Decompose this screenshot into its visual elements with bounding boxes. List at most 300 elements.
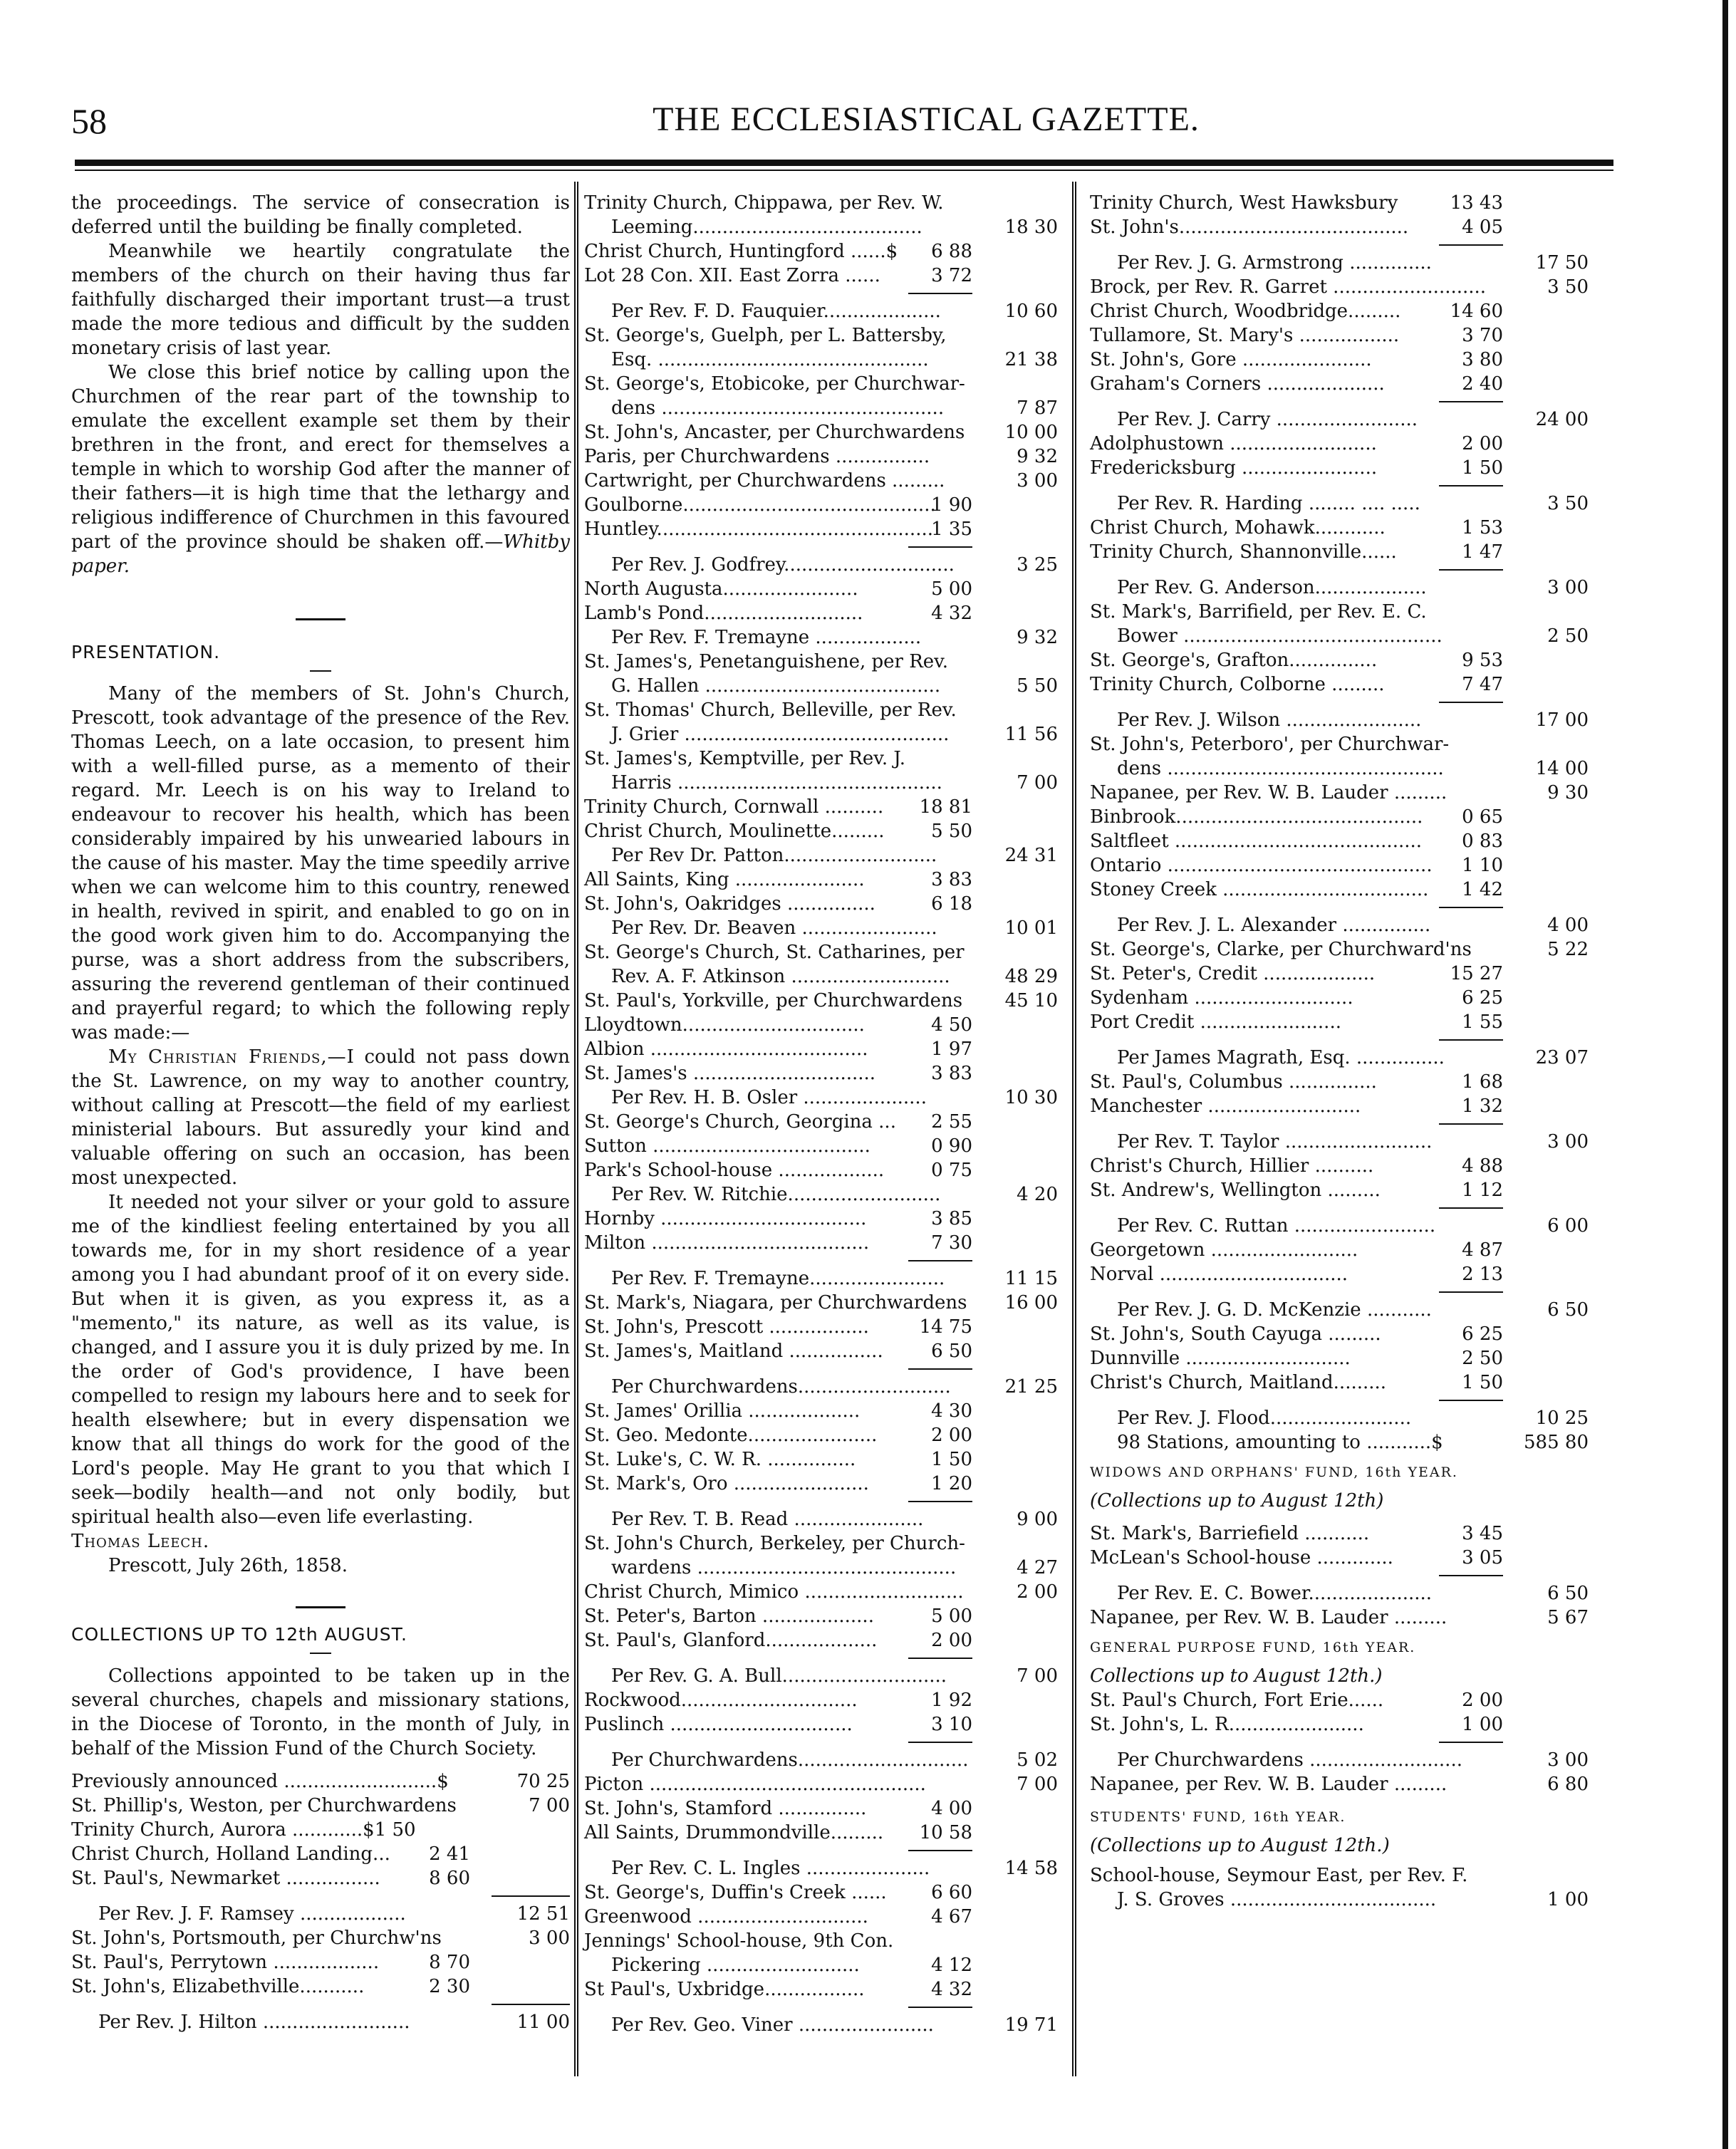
collection-label: All Saints, Drummondville.........: [584, 1822, 884, 1843]
collection-label: Park's School-house ..................: [584, 1160, 885, 1181]
collection-row: [71, 1866, 570, 1890]
subtotal-rule: [584, 541, 1058, 553]
collection-label: Per Rev. F. Tremayne.......................: [611, 1268, 945, 1289]
collection-row: [1090, 299, 1589, 323]
collection-label: McLean's School-house .............: [1090, 1547, 1393, 1568]
collection-label: St. Paul's, Newmarket ................: [71, 1868, 380, 1889]
collection-amount: 0 65: [1462, 806, 1503, 828]
collection-label: St. John's Church, Berkeley, per Church-: [584, 1533, 965, 1554]
collection-label: St. John's, Gore ......................: [1090, 349, 1372, 370]
header-rule-thick: [75, 160, 1613, 166]
collection-amount: 0 75: [931, 1160, 972, 1181]
collection-row: [1090, 407, 1589, 432]
collection-row: [584, 1037, 1058, 1061]
collection-total: 17 50: [1535, 252, 1589, 274]
collection-row: [71, 1794, 570, 1818]
collection-total: 10 30: [1004, 1087, 1058, 1108]
students-fund-subheading: (Collections up to August 12th.): [1090, 1835, 1390, 1856]
page-edge-bar: [1722, 0, 1728, 2149]
collection-amount: 1 00: [1462, 1714, 1503, 1735]
collection-row: [1090, 732, 1589, 756]
collection-total: 24 31: [1004, 845, 1058, 866]
collections-list: [584, 191, 1058, 2037]
collection-label: Greenwood .............................: [584, 1906, 868, 1927]
subtotal-line: [1439, 1291, 1503, 1293]
subtotal-rule: [1090, 1570, 1589, 1581]
collection-total: 18 30: [1004, 217, 1058, 238]
collection-row: [584, 420, 1058, 444]
collection-row: [1090, 1606, 1589, 1630]
collection-amount: 6 60: [931, 1882, 972, 1903]
collection-label: Napanee, per Rev. W. B. Lauder .........: [1090, 782, 1447, 803]
collection-row: [584, 843, 1058, 868]
collection-row: [1090, 913, 1589, 937]
collection-label: Graham's Corners ....................: [1090, 373, 1385, 395]
collection-row: [584, 1580, 1058, 1604]
collection-label: Bower ............................................: [1117, 625, 1443, 647]
collection-total: 4 00: [1547, 915, 1589, 936]
collection-label: Per James Magrath, Esq. ...............: [1117, 1047, 1445, 1068]
collection-amount: 1 55: [1462, 1011, 1503, 1033]
collection-row: [1090, 1238, 1589, 1262]
collection-amount: 3 72: [931, 265, 972, 286]
collection-label: Christ Church, Huntingford ......$: [584, 241, 898, 262]
subtotal-rule: [584, 2002, 1058, 2013]
collection-label: J. S. Groves ...................................: [1117, 1889, 1437, 1910]
subtotal-line: [1439, 1742, 1503, 1743]
collection-label: Port Credit ........................: [1090, 1011, 1341, 1033]
collection-row: [1090, 1748, 1589, 1772]
collection-amount: 3 70: [1462, 325, 1503, 346]
collection-label: St. John's, Peterboro', per Churchwar-: [1090, 734, 1450, 755]
collection-row: [1090, 708, 1589, 732]
collection-amount: 2 55: [931, 1111, 972, 1133]
collection-amount: 0 83: [1462, 831, 1503, 852]
collection-label: Rockwood..............................: [584, 1690, 858, 1711]
collection-row: [584, 215, 1058, 239]
collection-amount: 2 00: [1462, 433, 1503, 454]
collection-amount: 2 00: [1462, 1690, 1503, 1711]
collection-label: Per Rev. F. Tremayne ..................: [611, 627, 922, 648]
collection-row: [71, 1926, 570, 1950]
collection-label: Christ's Church, Maitland.........: [1090, 1372, 1387, 1393]
collection-amount: 1 47: [1462, 541, 1503, 563]
collection-label: St. George's Church, Georgina ...: [584, 1111, 896, 1133]
collection-label: Per Rev. F. D. Fauquier....................: [611, 301, 941, 322]
collection-total: 3 00: [1547, 1131, 1589, 1152]
collection-label: Rev. A. F. Atkinson ...........................: [611, 966, 950, 987]
collection-label: Dunnville ............................: [1090, 1348, 1351, 1369]
collection-label: dens ................................................: [611, 397, 945, 419]
collection-total: 45 10: [1004, 990, 1058, 1011]
collection-label: Stoney Creek ...................................: [1090, 879, 1429, 900]
collection-amount: 6 25: [1462, 1323, 1503, 1345]
widows-fund-list: [1090, 1521, 1589, 1630]
collection-label: Trinity Church, Colborne .........: [1090, 674, 1385, 695]
collection-amount: 6 88: [931, 241, 972, 262]
subtotal-rule: [1090, 1034, 1589, 1046]
collection-label: Goulborne...........................................: [584, 494, 936, 516]
collection-row: [584, 1013, 1058, 1037]
collection-row: [71, 2010, 570, 2034]
collection-row: [1090, 1298, 1589, 1322]
subtotal-line: [1439, 1123, 1503, 1125]
collection-amount: 1 20: [931, 1473, 972, 1494]
collection-row: [584, 1772, 1058, 1796]
collection-label: Per Rev. Dr. Beaven .......................: [611, 917, 937, 939]
collection-total: 7 87: [1017, 397, 1058, 419]
subtotal-rule: [1090, 239, 1589, 251]
dateline: Prescott, July 26th, 1858.: [108, 1555, 348, 1576]
subtotal-line: [908, 293, 972, 294]
collection-row: [584, 553, 1058, 577]
collection-label: St. Luke's, C. W. R. ...............: [584, 1449, 856, 1470]
subtotal-rule: [1090, 1395, 1589, 1406]
collection-label: Per Rev Dr. Patton..........................: [611, 845, 937, 866]
collection-total: 9 30: [1547, 782, 1589, 803]
publication-title: THE ECCLESIASTICAL GAZETTE.: [653, 100, 1200, 138]
collection-label: St. John's, L. R.......................: [1090, 1714, 1364, 1735]
subtotal-line: [1439, 907, 1503, 908]
collection-amount: 1 10: [1462, 855, 1503, 876]
collection-row: [1090, 215, 1589, 239]
collection-label: St. Paul's, Columbus ...............: [1090, 1071, 1377, 1093]
collection-row: [1090, 986, 1589, 1010]
collection-label: St. Phillip's, Weston, per Churchwardens: [71, 1795, 457, 1816]
collection-total: 4 27: [1017, 1557, 1058, 1578]
collection-row: [71, 1842, 570, 1866]
collection-row: [584, 771, 1058, 795]
collection-label: Pickering ..........................: [611, 1955, 860, 1976]
collection-label: Christ's Church, Hillier ..........: [1090, 1155, 1374, 1177]
collection-row: [1090, 456, 1589, 480]
collection-row: [584, 795, 1058, 819]
collection-label: St. George's Church, St. Catharines, per: [584, 942, 965, 963]
collection-label: Picton ...............................................: [584, 1774, 926, 1795]
collection-total: 5 67: [1547, 1607, 1589, 1628]
collection-total: 70 25: [516, 1771, 570, 1792]
collection-total: 11 15: [1004, 1268, 1058, 1289]
collection-label: Per Rev. R. Harding ........ .... .....: [1117, 493, 1420, 514]
collection-row: [584, 396, 1058, 420]
collection-amount: 2 00: [931, 1630, 972, 1651]
collection-total: 7 00: [529, 1795, 570, 1816]
collection-amount: 6 25: [1462, 987, 1503, 1009]
collection-total: 7 00: [1017, 772, 1058, 793]
collection-total: 3 50: [1547, 276, 1589, 298]
subtotal-rule: [1090, 1118, 1589, 1130]
collection-label: St. James's, Penetanguishene, per Rev.: [584, 651, 949, 672]
collection-row: [584, 517, 1058, 541]
collection-amount: 3 85: [931, 1208, 972, 1229]
collection-row: [584, 1507, 1058, 1531]
collection-label: Per Rev. J. Carry ........................: [1117, 409, 1418, 430]
subtotal-rule: [71, 1999, 570, 2010]
collection-amount: 18 81: [919, 796, 972, 818]
collection-total: 17 00: [1535, 709, 1589, 731]
collection-label: Per Rev. G. Anderson...................: [1117, 577, 1427, 598]
collection-row: [1090, 624, 1589, 648]
collection-amount: 2 00: [931, 1425, 972, 1446]
collection-label: St. Paul's, Perrytown ..................: [71, 1952, 380, 1973]
collection-row: [584, 1712, 1058, 1737]
collection-label: St. Paul's, Yorkville, per Churchwardens: [584, 990, 963, 1011]
collection-row: [584, 601, 1058, 625]
collection-row: [1090, 1154, 1589, 1178]
collection-row: [584, 892, 1058, 916]
page-number: 58: [71, 101, 107, 141]
page-header: [0, 0, 1736, 157]
collection-amount: 5 50: [931, 821, 972, 842]
collection-row: [1090, 1546, 1589, 1570]
collection-row: [584, 1953, 1058, 1977]
collection-label: Per Rev. C. L. Ingles .....................: [611, 1858, 930, 1879]
collection-total: 7 00: [1017, 1774, 1058, 1795]
collection-label: Sutton .....................................: [584, 1135, 870, 1157]
subtotal-line: [492, 1895, 570, 1897]
collection-label: Huntley...............................................: [584, 519, 933, 540]
collection-amount: 2 30: [429, 1976, 470, 1997]
collection-amount: 2 13: [1462, 1264, 1503, 1285]
collection-label: Per Rev. T. Taylor .........................: [1117, 1131, 1433, 1152]
collection-row: [584, 1748, 1058, 1772]
collection-label: School-house, Seymour East, per Rev. F.: [1090, 1865, 1468, 1886]
collection-total: 5 50: [1017, 675, 1058, 697]
collection-amount: 3 83: [931, 1063, 972, 1084]
column-left: [71, 191, 570, 2034]
collection-row: [584, 1110, 1058, 1134]
subtotal-rule: [1090, 480, 1589, 491]
collection-row: [584, 1086, 1058, 1110]
collection-total: 1 00: [1547, 1889, 1589, 1910]
subtotal-line: [908, 1501, 972, 1502]
collection-total: 10 25: [1535, 1407, 1589, 1429]
general-fund-list: [1090, 1688, 1589, 1796]
collection-amount: 1 92: [931, 1690, 972, 1711]
collection-amount: 4 87: [1462, 1239, 1503, 1261]
subtotal-line: [1439, 485, 1503, 486]
collection-total: 7 00: [1017, 1665, 1058, 1687]
intro-paragraph: the proceedings. The service of consecration is deferred until the building be finally completed.: [71, 192, 570, 238]
collection-row: [584, 1423, 1058, 1447]
collection-amount: 13 43: [1450, 192, 1503, 214]
subtotal-rule: [584, 288, 1058, 299]
collection-amount: 1 35: [931, 519, 972, 540]
collection-label: St. Geo. Medonte......................: [584, 1425, 878, 1446]
collection-row: [584, 989, 1058, 1013]
collection-label: Tullamore, St. Mary's .................: [1090, 325, 1400, 346]
collection-label: St. George's, Grafton...............: [1090, 650, 1378, 671]
collection-amount: 4 00: [931, 1798, 972, 1819]
collection-amount: 9 53: [1462, 650, 1503, 671]
collection-row: [584, 469, 1058, 493]
collection-label: Adolphustown .........................: [1090, 433, 1377, 454]
collection-amount: 4 32: [931, 1979, 972, 2000]
collection-label: Per Rev. J. G. D. McKenzie ...........: [1117, 1299, 1432, 1321]
collection-row: [1090, 829, 1589, 853]
column-divider-2: [1072, 182, 1076, 2076]
collection-label: Per Rev. C. Ruttan ........................: [1117, 1215, 1436, 1237]
collection-amount: 1 50: [1462, 457, 1503, 479]
collection-amount: 1 97: [931, 1039, 972, 1060]
collection-row: [584, 1604, 1058, 1628]
collection-label: St. Paul's, Glanford...................: [584, 1630, 878, 1651]
collection-label: Milton .....................................: [584, 1232, 870, 1254]
collection-label: Hornby ...................................: [584, 1208, 867, 1229]
collection-label: Per Rev. J. Wilson .......................: [1117, 709, 1422, 731]
collection-total: 11 00: [516, 2012, 570, 2033]
subtotal-line: [1439, 244, 1503, 246]
collection-row: [584, 493, 1058, 517]
collection-amount: 4 50: [931, 1014, 972, 1036]
collection-label: St. Andrew's, Wellington .........: [1090, 1180, 1381, 1201]
collection-row: [584, 1796, 1058, 1821]
collection-total: 3 25: [1017, 554, 1058, 576]
collection-label: St. John's, Elizabethville...........: [71, 1976, 365, 1997]
collection-label: St. Mark's, Barriefield ...........: [1090, 1523, 1370, 1544]
collection-label: St. John's, Prescott .................: [584, 1316, 869, 1338]
collection-amount: 4 67: [931, 1906, 972, 1927]
subtotal-line: [908, 546, 972, 548]
collection-label: wardens ............................................: [611, 1557, 957, 1578]
collection-row: [584, 625, 1058, 650]
collection-row: [1090, 756, 1589, 781]
collection-row: [584, 1531, 1058, 1556]
collection-row: [584, 1929, 1058, 1953]
collection-row: [584, 444, 1058, 469]
collection-row: [584, 722, 1058, 746]
collection-row: [1090, 1094, 1589, 1118]
collection-row: [1090, 1346, 1589, 1370]
subtotal-line: [1439, 702, 1503, 703]
collection-label: St. John's, Stamford ...............: [584, 1798, 867, 1819]
collection-row: [1090, 1688, 1589, 1712]
collection-row: [584, 577, 1058, 601]
collection-label: Trinity Church, West Hawksbury: [1090, 192, 1398, 214]
collection-label: Per Churchwardens..........................: [611, 1376, 951, 1398]
collection-label: Napanee, per Rev. W. B. Lauder .........: [1090, 1774, 1447, 1795]
collection-total: 12 51: [516, 1903, 570, 1925]
collection-label: Esq. ..............................................: [611, 349, 929, 370]
collection-amount: 8 70: [429, 1952, 470, 1973]
collection-total: 11 56: [1004, 724, 1058, 745]
general-fund-heading: GENERAL PURPOSE FUND, 16th YEAR.: [1090, 1640, 1416, 1655]
collection-total: 16 00: [1004, 1292, 1058, 1313]
collection-amount: 1 42: [1462, 879, 1503, 900]
collection-row: [1090, 1430, 1589, 1455]
collection-row: [584, 698, 1058, 722]
collection-row: [1090, 576, 1589, 600]
collection-total: 3 00: [1017, 470, 1058, 491]
collection-label: Per Rev. J. L. Alexander ...............: [1117, 915, 1431, 936]
collection-amount: 2 40: [1462, 373, 1503, 395]
collection-label: St. Mark's, Niagara, per Churchwardens: [584, 1292, 967, 1313]
collection-row: [1090, 323, 1589, 348]
collection-label: St. John's, South Cayuga .........: [1090, 1323, 1381, 1345]
collection-amount: 1 50: [931, 1449, 972, 1470]
collection-row: [1090, 962, 1589, 986]
collection-amount: 3 83: [931, 869, 972, 890]
subtotal-line: [1439, 1400, 1503, 1401]
collection-row: [584, 372, 1058, 396]
subtotal-line: [908, 1658, 972, 1659]
collection-row: [584, 819, 1058, 843]
subtotal-rule: [1090, 697, 1589, 708]
collection-row: [584, 1880, 1058, 1905]
collection-label: St. Paul's Church, Fort Erie......: [1090, 1690, 1384, 1711]
collection-row: [1090, 1772, 1589, 1796]
collection-amount: 1 90: [931, 494, 972, 516]
collection-label: Ontario .............................................: [1090, 855, 1433, 876]
collection-amount: 4 12: [931, 1955, 972, 1976]
collection-total: 6 50: [1547, 1583, 1589, 1604]
collection-label: Binbrook..........................................: [1090, 806, 1423, 828]
collection-row: [584, 1821, 1058, 1845]
collection-row: [71, 1818, 570, 1842]
collection-label: Georgetown .........................: [1090, 1239, 1358, 1261]
subtotal-rule: [584, 1653, 1058, 1664]
collection-total: 4 20: [1017, 1184, 1058, 1205]
collection-label: Jennings' School-house, 9th Con.: [584, 1930, 894, 1952]
collections-heading: COLLECTIONS UP TO 12th AUGUST.: [71, 1624, 407, 1645]
collection-label: Paris, per Churchwardens ................: [584, 446, 930, 467]
collection-total: 2 00: [1017, 1581, 1058, 1603]
intro-paragraph: Meanwhile we heartily congratulate the members of the church on their having thus far faithfully discharged their important trust—a trust made the more tedious and difficult by the sudden monetary crisis of last year.: [71, 241, 570, 359]
collection-row: [1090, 1888, 1589, 1912]
collection-row: [584, 1664, 1058, 1688]
collection-row: [584, 1856, 1058, 1880]
collection-total: 3 00: [1547, 577, 1589, 598]
general-fund-subheading: Collections up to August 12th.): [1090, 1665, 1383, 1687]
subtotal-line: [1439, 401, 1503, 402]
collection-amount: 2 41: [429, 1843, 470, 1865]
collection-total: 3 00: [529, 1927, 570, 1949]
collection-total: 48 29: [1004, 966, 1058, 987]
collection-label: Christ Church, Woodbridge.........: [1090, 301, 1401, 322]
subtotal-rule: [584, 1737, 1058, 1748]
heading-dash: [310, 1653, 331, 1654]
collection-label: Trinity Church, Cornwall ..........: [584, 796, 884, 818]
collection-label: St. James' Orillia ...................: [584, 1400, 861, 1422]
collection-label: Per Rev. J. Hilton .........................: [98, 2012, 410, 2033]
collection-amount: 3 80: [1462, 349, 1503, 370]
collection-row: [1090, 1712, 1589, 1737]
subtotal-rule: [584, 1255, 1058, 1266]
collection-total: 10 60: [1004, 301, 1058, 322]
collection-row: [584, 1158, 1058, 1182]
collection-row: [584, 650, 1058, 674]
collection-label: Napanee, per Rev. W. B. Lauder .........: [1090, 1607, 1447, 1628]
collection-total: 14 00: [1535, 758, 1589, 779]
signature: Thomas Leech.: [71, 1531, 210, 1552]
collection-label: St. Mark's, Barrifield, per Rev. E. C.: [1090, 601, 1427, 623]
widows-fund-heading: WIDOWS AND ORPHANS' FUND, 16th YEAR.: [1090, 1464, 1458, 1480]
collection-total: 2 50: [1547, 625, 1589, 647]
subtotal-rule: [1090, 902, 1589, 913]
collection-row: [1090, 348, 1589, 372]
collection-label: St. Mark's, Oro .......................: [584, 1473, 869, 1494]
collection-label: Albion .....................................: [584, 1039, 868, 1060]
collection-amount: 2 50: [1462, 1348, 1503, 1369]
collection-row: [584, 2013, 1058, 2037]
collection-row: [584, 1231, 1058, 1255]
collection-row: [1090, 1010, 1589, 1034]
collection-total: 21 38: [1004, 349, 1058, 370]
collection-row: [584, 674, 1058, 698]
collection-label: Christ Church, Holland Landing...: [71, 1843, 390, 1865]
reply-text: I could not pass down the St. Lawrence, on my way to another country, without calling at Prescott—the field of my earliest ministerial labours. But assuredly your kind and valuable offering on such an occasion, has been most unexpected.: [71, 1046, 570, 1189]
collection-label: Trinity Church, Shannonville......: [1090, 541, 1397, 563]
